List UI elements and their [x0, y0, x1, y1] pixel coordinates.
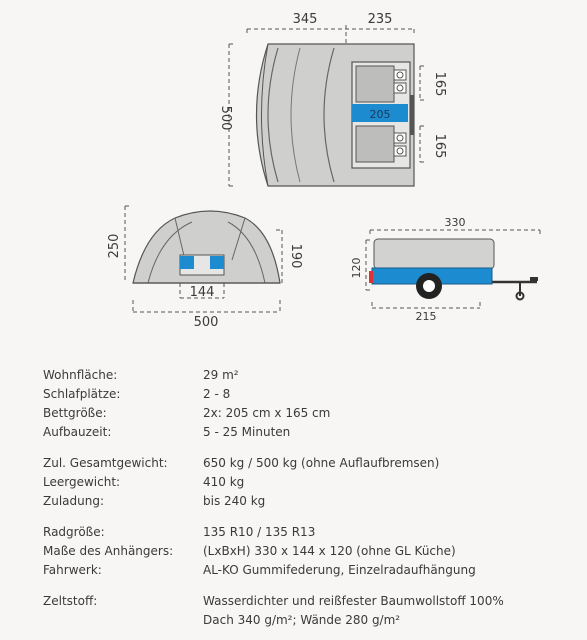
dim-bed-top: 165 [432, 71, 447, 97]
dim-trailer-wheel: 215 [415, 310, 437, 323]
spec-label: Wohnfläche: [43, 368, 118, 382]
dim-trailer-length: 330 [444, 216, 466, 229]
trailer-cover [374, 239, 494, 269]
front-view-wheel-right [210, 256, 224, 269]
dim-front-height-left: 250 [107, 233, 122, 259]
front-view [107, 206, 303, 330]
spec-value: AL-KO Gummifederung, Einzelradaufhängung [203, 563, 476, 577]
spec-value: 2 - 8 [203, 387, 231, 401]
dim-bed-bottom: 165 [432, 133, 447, 159]
dim-top-length: 500 [218, 105, 233, 131]
top-view [218, 12, 447, 186]
spec-label: Fahrwerk: [43, 563, 102, 577]
dim-front-height-right: 190 [288, 243, 303, 269]
spec-label: Radgröße: [43, 525, 105, 539]
spec-value: Wasserdichter und reißfester Baumwollstoff 100% [203, 594, 504, 608]
spec-label: Zuladung: [43, 494, 105, 508]
spec-value: 135 R10 / 135 R13 [203, 525, 316, 539]
spec-label: Bettgröße: [43, 406, 107, 420]
dim-front-inner-width: 144 [189, 285, 215, 300]
spec-label: Schlafplätze: [43, 387, 121, 401]
spec-value-continued: Dach 340 g/m²; Wände 280 g/m² [203, 613, 401, 627]
spec-label: Zeltstoff: [43, 594, 98, 608]
spec-label: Leergewicht: [43, 475, 121, 489]
spec-label: Zul. Gesamtgewicht: [43, 456, 168, 470]
spec-value: 650 kg / 500 kg (ohne Auflaufbremsen) [203, 456, 440, 470]
spec-value: 29 m² [203, 368, 239, 382]
spec-value: bis 240 kg [203, 494, 266, 508]
dim-trailer-height: 120 [350, 257, 363, 279]
spec-value: 5 - 25 Minuten [203, 425, 291, 439]
spec-value: 410 kg [203, 475, 245, 489]
bed-lower [356, 126, 394, 162]
dim-top-width-left: 345 [292, 12, 318, 27]
spec-value: 2x: 205 cm x 165 cm [203, 406, 331, 420]
dim-top-width-right: 235 [367, 12, 393, 27]
dim-bed-length: 205 [369, 108, 391, 121]
front-view-wheel-left [180, 256, 194, 269]
spec-label: Maße des Anhängers: [43, 544, 174, 558]
trailer-side-view [350, 216, 540, 323]
spec-label: Aufbauzeit: [43, 425, 112, 439]
spec-value: (LxBxH) 330 x 144 x 120 (ohne GL Küche) [203, 544, 456, 558]
bed-upper [356, 66, 394, 102]
dim-front-width: 500 [193, 315, 219, 330]
